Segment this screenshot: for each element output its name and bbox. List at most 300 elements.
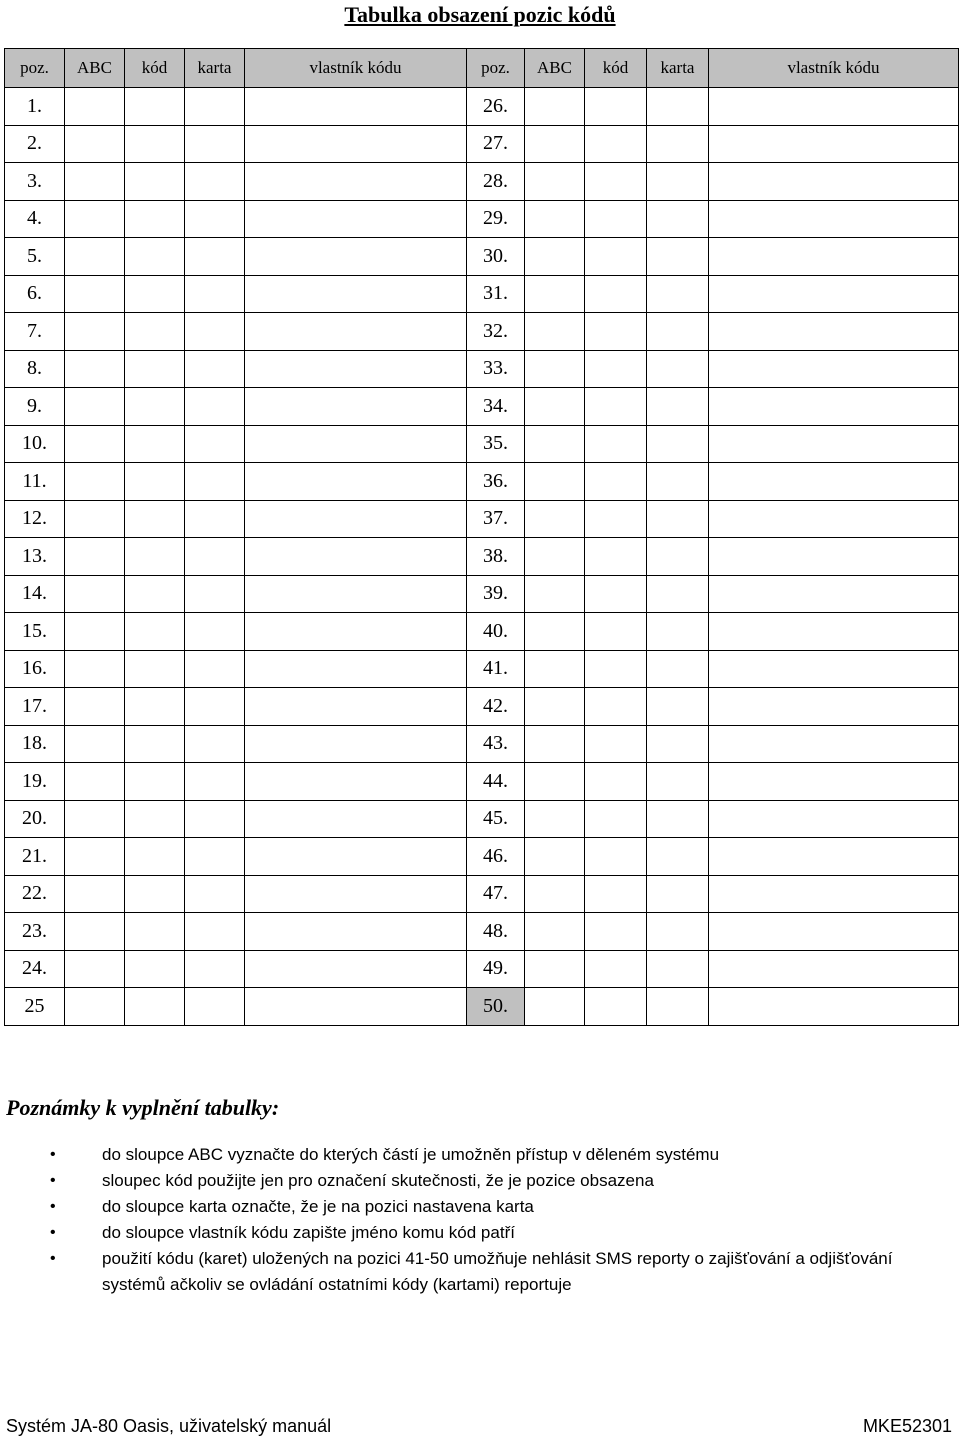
table-row (5, 163, 959, 201)
table-cell[interactable] (585, 88, 647, 126)
table-cell[interactable] (245, 875, 467, 913)
bullet-icon: • (50, 1198, 56, 1215)
note-text: do sloupce ABC vyznačte do kterých částí je umožněn přístup v děleném systému (102, 1145, 720, 1164)
table-row (5, 838, 959, 876)
table-cell[interactable] (125, 575, 185, 613)
column-header: karta (185, 49, 245, 88)
position-number: 23. (5, 913, 65, 951)
table-cell[interactable] (65, 500, 125, 538)
table-cell[interactable] (65, 950, 125, 988)
position-number: 40. (467, 613, 525, 651)
table-cell[interactable] (245, 688, 467, 726)
table-row (5, 538, 959, 576)
table-cell[interactable] (647, 538, 709, 576)
table-cell[interactable] (647, 500, 709, 538)
bullet-icon: • (50, 1224, 56, 1241)
table-row (5, 88, 959, 126)
position-number: 29. (467, 200, 525, 238)
table-cell[interactable] (125, 875, 185, 913)
column-header: ABC (525, 49, 585, 88)
table-cell[interactable] (709, 988, 959, 1026)
table-cell[interactable] (709, 313, 959, 351)
position-number: 42. (467, 688, 525, 726)
position-number: 47. (467, 875, 525, 913)
table-cell[interactable] (245, 763, 467, 801)
table-row (5, 613, 959, 651)
table-cell[interactable] (585, 463, 647, 501)
table-cell[interactable] (585, 763, 647, 801)
table-cell[interactable] (585, 875, 647, 913)
bullet-icon: • (50, 1146, 56, 1163)
column-header: poz. (467, 49, 525, 88)
table-row (5, 988, 959, 1026)
table-cell[interactable] (585, 725, 647, 763)
table-cell[interactable] (245, 313, 467, 351)
table-cell[interactable] (647, 313, 709, 351)
table-cell[interactable] (709, 500, 959, 538)
table-cell[interactable] (245, 575, 467, 613)
table-cell[interactable] (585, 425, 647, 463)
table-cell[interactable] (525, 988, 585, 1026)
table-cell[interactable] (709, 425, 959, 463)
table-cell[interactable] (245, 988, 467, 1026)
table-cell[interactable] (245, 163, 467, 201)
table-cell[interactable] (185, 238, 245, 276)
position-number: 33. (467, 350, 525, 388)
table-cell[interactable] (709, 125, 959, 163)
table-cell[interactable] (585, 388, 647, 426)
table-cell[interactable] (525, 238, 585, 276)
list-item (50, 1168, 950, 1194)
position-number: 24. (5, 950, 65, 988)
table-cell[interactable] (647, 88, 709, 126)
table-cell[interactable] (185, 725, 245, 763)
table-cell[interactable] (125, 388, 185, 426)
list-item (50, 1246, 950, 1298)
code-positions-table (4, 48, 959, 1026)
table-cell[interactable] (709, 575, 959, 613)
position-number: 21. (5, 838, 65, 876)
table-cell[interactable] (647, 988, 709, 1026)
table-row (5, 763, 959, 801)
table-cell[interactable] (647, 125, 709, 163)
table-cell[interactable] (647, 650, 709, 688)
table-cell[interactable] (185, 313, 245, 351)
table-cell[interactable] (185, 650, 245, 688)
table-cell[interactable] (647, 913, 709, 951)
table-cell[interactable] (65, 463, 125, 501)
column-header: vlastník kódu (245, 49, 467, 88)
table-row (5, 950, 959, 988)
table-cell[interactable] (525, 425, 585, 463)
table-cell[interactable] (125, 350, 185, 388)
table-cell[interactable] (585, 275, 647, 313)
table-cell[interactable] (647, 200, 709, 238)
position-number: 10. (5, 425, 65, 463)
note-text: použití kódu (karet) uložených na pozici 41-50 umožňuje nehlásit SMS reporty o zajišťování a odjišťování systémů ačkoliv se ovládání ostatními kódy (kartami) reportuje (102, 1249, 893, 1294)
table-cell[interactable] (647, 575, 709, 613)
table-cell[interactable] (65, 388, 125, 426)
table-cell[interactable] (647, 688, 709, 726)
table-cell[interactable] (125, 613, 185, 651)
table-cell[interactable] (65, 688, 125, 726)
table-cell[interactable] (709, 275, 959, 313)
table-cell[interactable] (185, 538, 245, 576)
table-cell[interactable] (245, 125, 467, 163)
table-cell[interactable] (525, 88, 585, 126)
list-item (50, 1194, 950, 1220)
position-number: 22. (5, 875, 65, 913)
table-cell[interactable] (245, 838, 467, 876)
table-cell[interactable] (65, 725, 125, 763)
table-cell[interactable] (585, 838, 647, 876)
footer-doc-code: MKE52301 (862, 1416, 952, 1436)
table-cell[interactable] (185, 388, 245, 426)
table-cell[interactable] (525, 838, 585, 876)
note-text: do sloupce vlastník kódu zapište jméno komu kód patří (102, 1223, 515, 1242)
table-cell[interactable] (525, 725, 585, 763)
table-cell[interactable] (125, 425, 185, 463)
column-header: kód (585, 49, 647, 88)
table-cell[interactable] (709, 875, 959, 913)
table-cell[interactable] (245, 725, 467, 763)
table-cell[interactable] (585, 688, 647, 726)
table-cell[interactable] (125, 538, 185, 576)
position-number: 2. (5, 125, 65, 163)
position-number: 36. (467, 463, 525, 501)
table-cell[interactable] (125, 913, 185, 951)
table-cell[interactable] (65, 538, 125, 576)
table-row (5, 238, 959, 276)
table-cell[interactable] (185, 200, 245, 238)
table-cell[interactable] (245, 238, 467, 276)
table-cell[interactable] (525, 388, 585, 426)
table-row (5, 200, 959, 238)
table-row (5, 463, 959, 501)
table-cell[interactable] (525, 538, 585, 576)
table-cell[interactable] (125, 275, 185, 313)
table-cell[interactable] (125, 763, 185, 801)
position-number: 9. (5, 388, 65, 426)
position-number: 12. (5, 500, 65, 538)
position-number: 43. (467, 725, 525, 763)
list-item (50, 1220, 950, 1246)
table-row (5, 725, 959, 763)
table-cell[interactable] (709, 650, 959, 688)
table-cell[interactable] (185, 425, 245, 463)
table-cell[interactable] (125, 725, 185, 763)
position-number: 18. (5, 725, 65, 763)
table-cell[interactable] (647, 763, 709, 801)
table-cell[interactable] (525, 613, 585, 651)
table-cell[interactable] (245, 88, 467, 126)
table-cell[interactable] (65, 88, 125, 126)
table-cell[interactable] (709, 688, 959, 726)
table-cell[interactable] (647, 725, 709, 763)
table-cell[interactable] (585, 913, 647, 951)
notes-heading: Poznámky k vyplnění tabulky: (6, 1095, 280, 1120)
table-cell[interactable] (525, 275, 585, 313)
table-cell[interactable] (525, 200, 585, 238)
position-number: 39. (467, 575, 525, 613)
table-cell[interactable] (65, 200, 125, 238)
table-cell[interactable] (525, 800, 585, 838)
table-cell[interactable] (185, 613, 245, 651)
table-cell[interactable] (709, 463, 959, 501)
position-number: 6. (5, 275, 65, 313)
table-cell[interactable] (709, 913, 959, 951)
position-number: 32. (467, 313, 525, 351)
table-cell[interactable] (185, 500, 245, 538)
table-cell[interactable] (125, 125, 185, 163)
table-cell[interactable] (65, 800, 125, 838)
table-row (5, 275, 959, 313)
table-cell[interactable] (185, 763, 245, 801)
table-cell[interactable] (585, 613, 647, 651)
table-cell[interactable] (525, 650, 585, 688)
table-cell[interactable] (185, 350, 245, 388)
position-number: 31. (467, 275, 525, 313)
table-cell[interactable] (65, 650, 125, 688)
position-number: 20. (5, 800, 65, 838)
table-cell[interactable] (585, 125, 647, 163)
table-cell[interactable] (125, 163, 185, 201)
bullet-icon: • (50, 1172, 56, 1189)
table-cell[interactable] (65, 163, 125, 201)
table-cell[interactable] (65, 313, 125, 351)
table-cell[interactable] (709, 838, 959, 876)
table-cell[interactable] (709, 763, 959, 801)
table-cell[interactable] (245, 538, 467, 576)
position-number: 27. (467, 125, 525, 163)
table-cell[interactable] (647, 238, 709, 276)
table-cell[interactable] (585, 163, 647, 201)
table-cell[interactable] (185, 838, 245, 876)
table-cell[interactable] (525, 163, 585, 201)
table-cell[interactable] (647, 388, 709, 426)
table-row (5, 913, 959, 951)
table-cell[interactable] (647, 838, 709, 876)
table-cell[interactable] (525, 950, 585, 988)
table-cell[interactable] (125, 950, 185, 988)
table-cell[interactable] (125, 238, 185, 276)
table-row (5, 650, 959, 688)
table-cell[interactable] (245, 500, 467, 538)
table-row (5, 350, 959, 388)
table-row (5, 575, 959, 613)
position-number: 14. (5, 575, 65, 613)
table-cell[interactable] (65, 125, 125, 163)
table-cell[interactable] (525, 350, 585, 388)
table-cell[interactable] (525, 463, 585, 501)
table-cell[interactable] (709, 88, 959, 126)
table-row (5, 500, 959, 538)
table-cell[interactable] (245, 425, 467, 463)
table-cell[interactable] (585, 988, 647, 1026)
list-item (50, 1142, 950, 1168)
position-number: 38. (467, 538, 525, 576)
table-cell[interactable] (525, 875, 585, 913)
table-cell[interactable] (709, 800, 959, 838)
table-row (5, 425, 959, 463)
table-cell[interactable] (185, 88, 245, 126)
table-cell[interactable] (245, 200, 467, 238)
table-cell[interactable] (525, 575, 585, 613)
table-row (5, 875, 959, 913)
table-cell[interactable] (647, 350, 709, 388)
table-row (5, 313, 959, 351)
table-cell[interactable] (647, 613, 709, 651)
table-cell[interactable] (65, 838, 125, 876)
table-cell[interactable] (125, 500, 185, 538)
table-cell[interactable] (647, 425, 709, 463)
table-cell[interactable] (709, 538, 959, 576)
table-row (5, 800, 959, 838)
table-cell[interactable] (585, 800, 647, 838)
column-header: ABC (65, 49, 125, 88)
column-header: karta (647, 49, 709, 88)
table-row (5, 688, 959, 726)
table-cell[interactable] (125, 688, 185, 726)
table-cell[interactable] (125, 200, 185, 238)
table-cell[interactable] (185, 688, 245, 726)
table-cell[interactable] (709, 950, 959, 988)
position-number: 34. (467, 388, 525, 426)
table-cell[interactable] (585, 575, 647, 613)
position-number: 49. (467, 950, 525, 988)
footer-manual-title: Systém JA-80 Oasis, uživatelský manuál (6, 1416, 332, 1436)
table-cell[interactable] (185, 463, 245, 501)
table-cell[interactable] (65, 425, 125, 463)
table-cell[interactable] (525, 688, 585, 726)
table-cell[interactable] (125, 463, 185, 501)
position-number: 7. (5, 313, 65, 351)
table-cell[interactable] (125, 88, 185, 126)
table-cell[interactable] (647, 800, 709, 838)
position-number: 1. (5, 88, 65, 126)
note-text: do sloupce karta označte, že je na pozici nastavena karta (102, 1197, 534, 1216)
column-header: kód (125, 49, 185, 88)
table-cell[interactable] (65, 238, 125, 276)
table-cell[interactable] (185, 125, 245, 163)
table-cell[interactable] (185, 950, 245, 988)
table-cell[interactable] (585, 238, 647, 276)
table-cell[interactable] (185, 275, 245, 313)
table-row (5, 125, 959, 163)
position-number: 5. (5, 238, 65, 276)
position-number: 25 (5, 988, 65, 1026)
table-cell[interactable] (125, 313, 185, 351)
table-cell[interactable] (709, 200, 959, 238)
position-number: 48. (467, 913, 525, 951)
table-row (5, 388, 959, 426)
table-cell[interactable] (647, 463, 709, 501)
position-number: 50. (467, 988, 525, 1026)
table-cell[interactable] (525, 763, 585, 801)
table-cell[interactable] (125, 650, 185, 688)
table-cell[interactable] (585, 538, 647, 576)
table-cell[interactable] (585, 313, 647, 351)
position-number: 8. (5, 350, 65, 388)
table-cell[interactable] (65, 763, 125, 801)
table-cell[interactable] (245, 275, 467, 313)
table-cell[interactable] (647, 950, 709, 988)
position-number: 28. (467, 163, 525, 201)
table-cell[interactable] (65, 275, 125, 313)
table-cell[interactable] (709, 613, 959, 651)
position-number: 13. (5, 538, 65, 576)
table-cell[interactable] (525, 125, 585, 163)
table-cell[interactable] (185, 875, 245, 913)
position-number: 30. (467, 238, 525, 276)
table-cell[interactable] (65, 575, 125, 613)
table-cell[interactable] (709, 725, 959, 763)
table-cell[interactable] (245, 463, 467, 501)
table-cell[interactable] (125, 838, 185, 876)
position-number: 46. (467, 838, 525, 876)
table-cell[interactable] (125, 800, 185, 838)
position-number: 35. (467, 425, 525, 463)
position-number: 37. (467, 500, 525, 538)
table-cell[interactable] (525, 913, 585, 951)
position-number: 11. (5, 463, 65, 501)
table-cell[interactable] (585, 650, 647, 688)
notes-list (50, 1142, 950, 1298)
table-header-row (5, 49, 959, 88)
position-number: 41. (467, 650, 525, 688)
position-number: 19. (5, 763, 65, 801)
table-cell[interactable] (245, 350, 467, 388)
table-cell[interactable] (185, 913, 245, 951)
note-text: sloupec kód použijte jen pro označení skutečnosti, že je pozice obsazena (102, 1171, 654, 1190)
table-cell[interactable] (245, 950, 467, 988)
table-cell[interactable] (647, 163, 709, 201)
table-cell[interactable] (185, 800, 245, 838)
position-number: 3. (5, 163, 65, 201)
table-cell[interactable] (65, 613, 125, 651)
table-cell[interactable] (65, 350, 125, 388)
table-cell[interactable] (709, 350, 959, 388)
table-cell[interactable] (709, 163, 959, 201)
table-cell[interactable] (647, 875, 709, 913)
table-cell[interactable] (245, 913, 467, 951)
table-cell[interactable] (125, 988, 185, 1026)
table-cell[interactable] (585, 950, 647, 988)
bullet-icon: • (50, 1250, 56, 1267)
table-cell[interactable] (65, 988, 125, 1026)
table-cell[interactable] (185, 988, 245, 1026)
table-cell[interactable] (585, 500, 647, 538)
table-cell[interactable] (185, 163, 245, 201)
table-cell[interactable] (185, 575, 245, 613)
position-number: 15. (5, 613, 65, 651)
table-cell[interactable] (585, 200, 647, 238)
table-cell[interactable] (647, 275, 709, 313)
table-cell[interactable] (525, 500, 585, 538)
table-cell[interactable] (585, 350, 647, 388)
position-number: 17. (5, 688, 65, 726)
table-cell[interactable] (65, 913, 125, 951)
table-cell[interactable] (245, 650, 467, 688)
table-cell[interactable] (245, 800, 467, 838)
table-cell[interactable] (245, 388, 467, 426)
table-cell[interactable] (709, 238, 959, 276)
table-cell[interactable] (65, 875, 125, 913)
table-cell[interactable] (245, 613, 467, 651)
page-title: Tabulka obsazení pozic kódů (344, 2, 616, 27)
table-cell[interactable] (525, 313, 585, 351)
table-cell[interactable] (709, 388, 959, 426)
